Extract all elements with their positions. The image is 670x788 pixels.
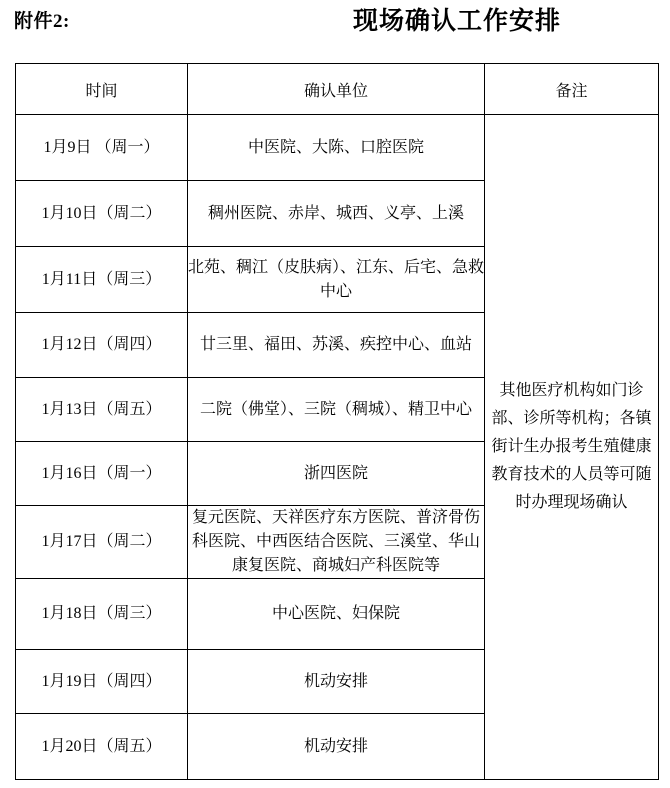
units-cell: 中医院、大陈、口腔医院 (188, 115, 485, 181)
column-header-units: 确认单位 (188, 64, 485, 115)
units-cell: 二院（佛堂）、三院（稠城）、精卫中心 (188, 378, 485, 442)
date-cell: 1月11日（周三） (16, 247, 188, 313)
units-cell: 中心医院、妇保院 (188, 579, 485, 650)
column-header-time: 时间 (16, 64, 188, 115)
date-cell: 1月20日（周五） (16, 714, 188, 780)
table-header-row (16, 64, 659, 115)
attachment-label: 附件2: (14, 11, 70, 32)
date-cell: 1月18日（周三） (16, 579, 188, 650)
date-cell: 1月19日（周四） (16, 650, 188, 714)
column-header-remark: 备注 (485, 64, 659, 115)
units-cell: 北苑、稠江（皮肤病）、江东、后宅、急救中心 (188, 247, 485, 313)
page-title: 现场确认工作安排 (353, 8, 562, 35)
remark-cell: 其他医疗机构如门诊部、诊所等机构；各镇街计生办报考生殖健康教育技术的人员等可随时办理现场确认 (485, 115, 659, 780)
units-cell: 浙四医院 (188, 442, 485, 506)
units-cell: 复元医院、天祥医疗东方医院、普济骨伤科医院、中西医结合医院、三溪堂、华山康复医院、商城妇产科医院等 (188, 506, 485, 579)
date-cell: 1月9日 （周一） (16, 115, 188, 181)
date-cell: 1月16日（周一） (16, 442, 188, 506)
table-row (16, 115, 659, 181)
schedule-table (15, 63, 659, 780)
units-cell: 机动安排 (188, 650, 485, 714)
date-cell: 1月10日（周二） (16, 181, 188, 247)
date-cell: 1月12日（周四） (16, 313, 188, 378)
date-cell: 1月13日（周五） (16, 378, 188, 442)
units-cell: 廿三里、福田、苏溪、疾控中心、血站 (188, 313, 485, 378)
date-cell: 1月17日（周二） (16, 506, 188, 579)
units-cell: 稠州医院、赤岸、城西、义亭、上溪 (188, 181, 485, 247)
units-cell: 机动安排 (188, 714, 485, 780)
